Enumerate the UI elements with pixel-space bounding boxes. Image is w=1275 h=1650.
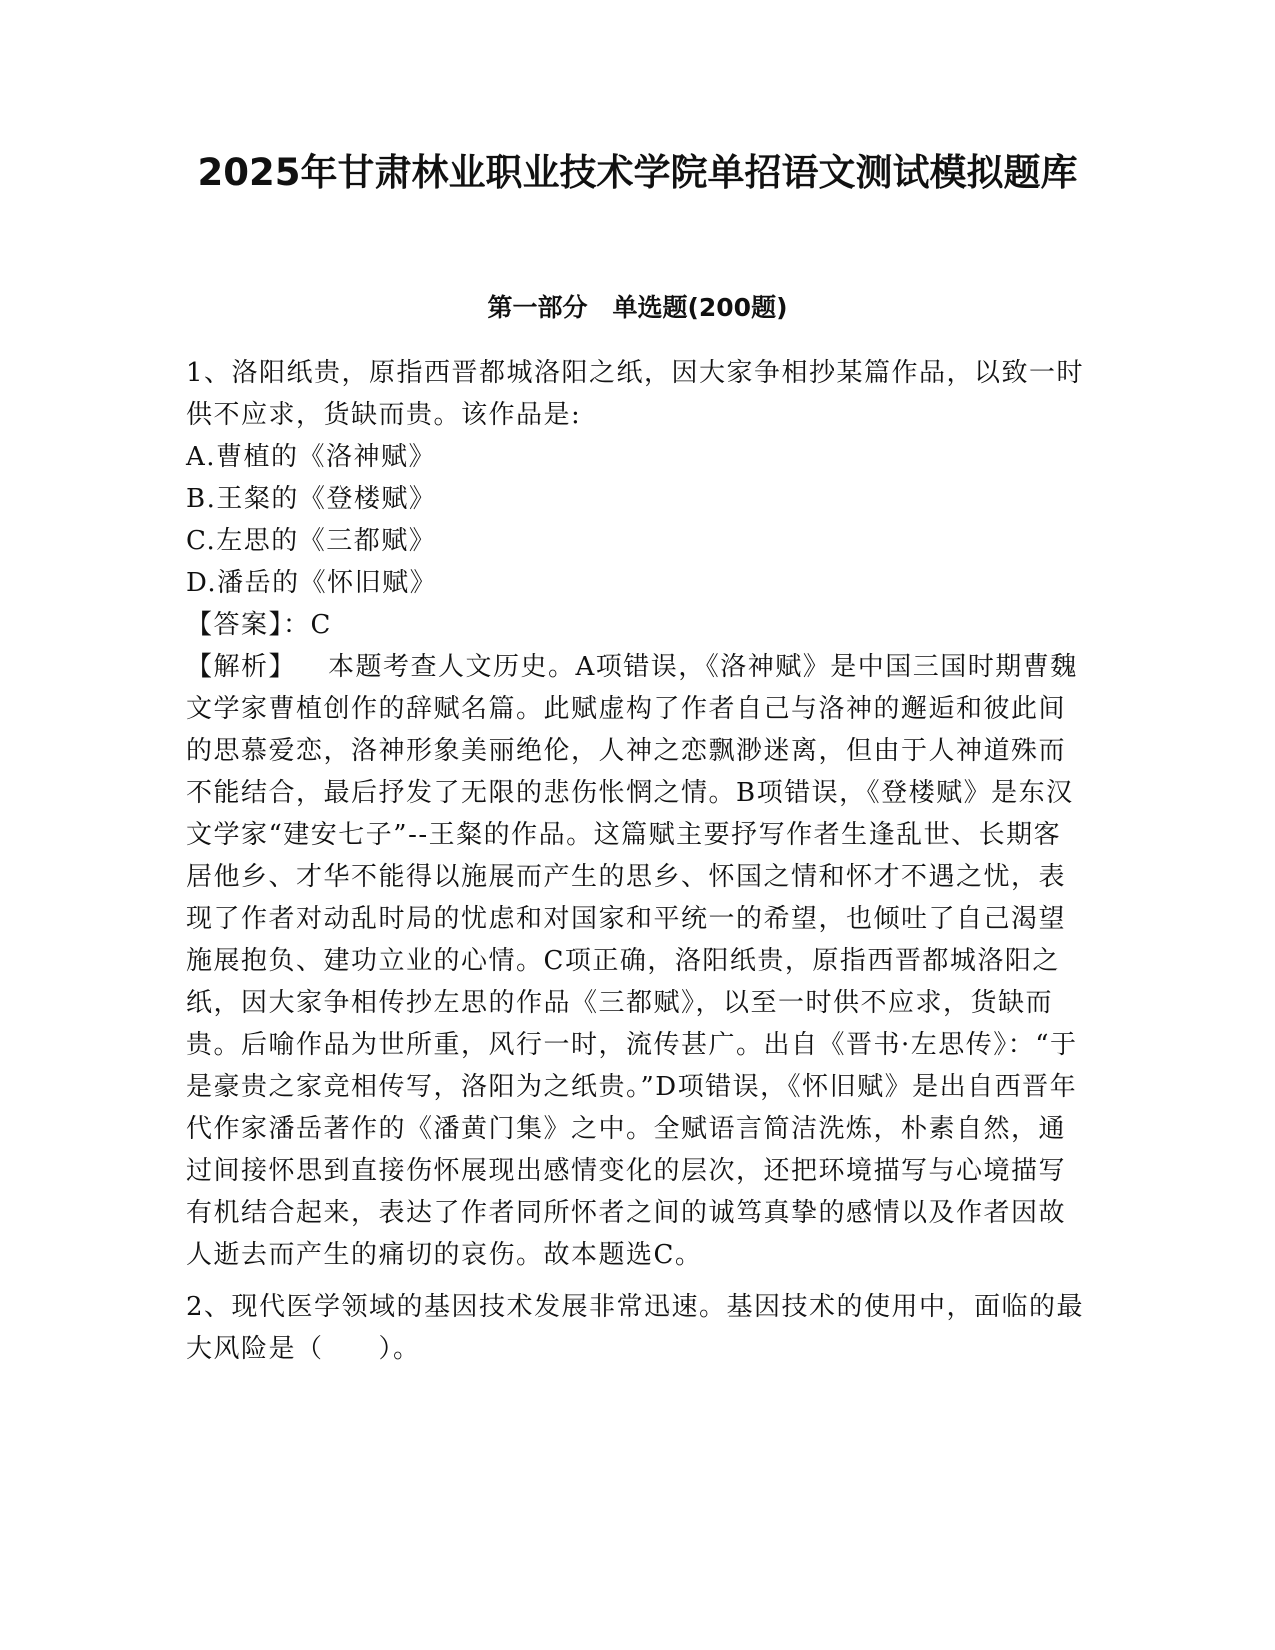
option-d: D.潘岳的《怀旧赋》 [186, 568, 438, 598]
question-text: 1、洛阳纸贵，原指西晋都城洛阳之纸，因大家争相抄某篇作品，以致一时供不应求，货缺而贵。该作品是: [186, 358, 1085, 430]
answer: 【答案】：C [186, 610, 332, 640]
question-2 [186, 1286, 1086, 1370]
section-title: 第一部分 单选题(200题) [487, 293, 788, 322]
question-text: 2、现代医学领域的基因技术发展非常迅速。基因技术的使用中，面临的最大风险是（ ）。 [186, 1292, 1085, 1364]
analysis [186, 646, 1086, 1276]
option-b: B.王粲的《登楼赋》 [186, 484, 437, 514]
document-title: 2025年甘肃林业职业技术学院单招语文测试模拟题库 [197, 151, 1078, 194]
question-list [186, 352, 1086, 1370]
option-c: C.左思的《三都赋》 [186, 526, 437, 556]
option-a: A.曹植的《洛神赋》 [186, 442, 437, 472]
analysis-tag: 【解析】 [186, 652, 297, 682]
question-1 [186, 352, 1086, 1276]
analysis-text: 本题考查人文历史。A项错误，《洛神赋》是中国三国时期曹魏文学家曹植创作的辞赋名篇。此赋虚构了作者自己与洛神的邂逅和彼此间的思慕爱恋，洛神形象美丽绝伦，人神之恋飘渺迷离，但由于人神道殊而不能结合，最后抒发了无限的悲伤怅惘之情。B项错误，《登楼赋》是东汉文学家“建安七子”--王粲的作品。这篇赋主要抒写作者生逢乱世、长期客居他乡、才华不能得以施展而产生的思乡、怀国之情和怀才不遇之忧，表现了作者对动乱时局的忧虑和对国家和平统一的希望，也倾吐了自己渴望施展抱负、建功立业的心情。C项正确，洛阳纸贵，原指西晋都城洛阳之纸，因大家争相传抄左思的作品《三都赋》，以至一时供不应求，货缺而贵。后喻作品为世所重，风行一时，流传甚广。出自《晋书·左思传》：“于是豪贵之家竞相传写，洛阳为之纸贵。”D项错误，《怀旧赋》是出自西晋年代作家潘岳著作的《潘黄门集》之中。全赋语言简洁洗炼，朴素自然，通过间接怀思到直接伤怀展现出感情变化的层次，还把环境描写与心境描写有机结合起来，表达了作者同所怀者之间的诚笃真挚的感情以及作者因故人逝去而产生的痛切的哀伤。故本题选C。 [186, 652, 1078, 1270]
